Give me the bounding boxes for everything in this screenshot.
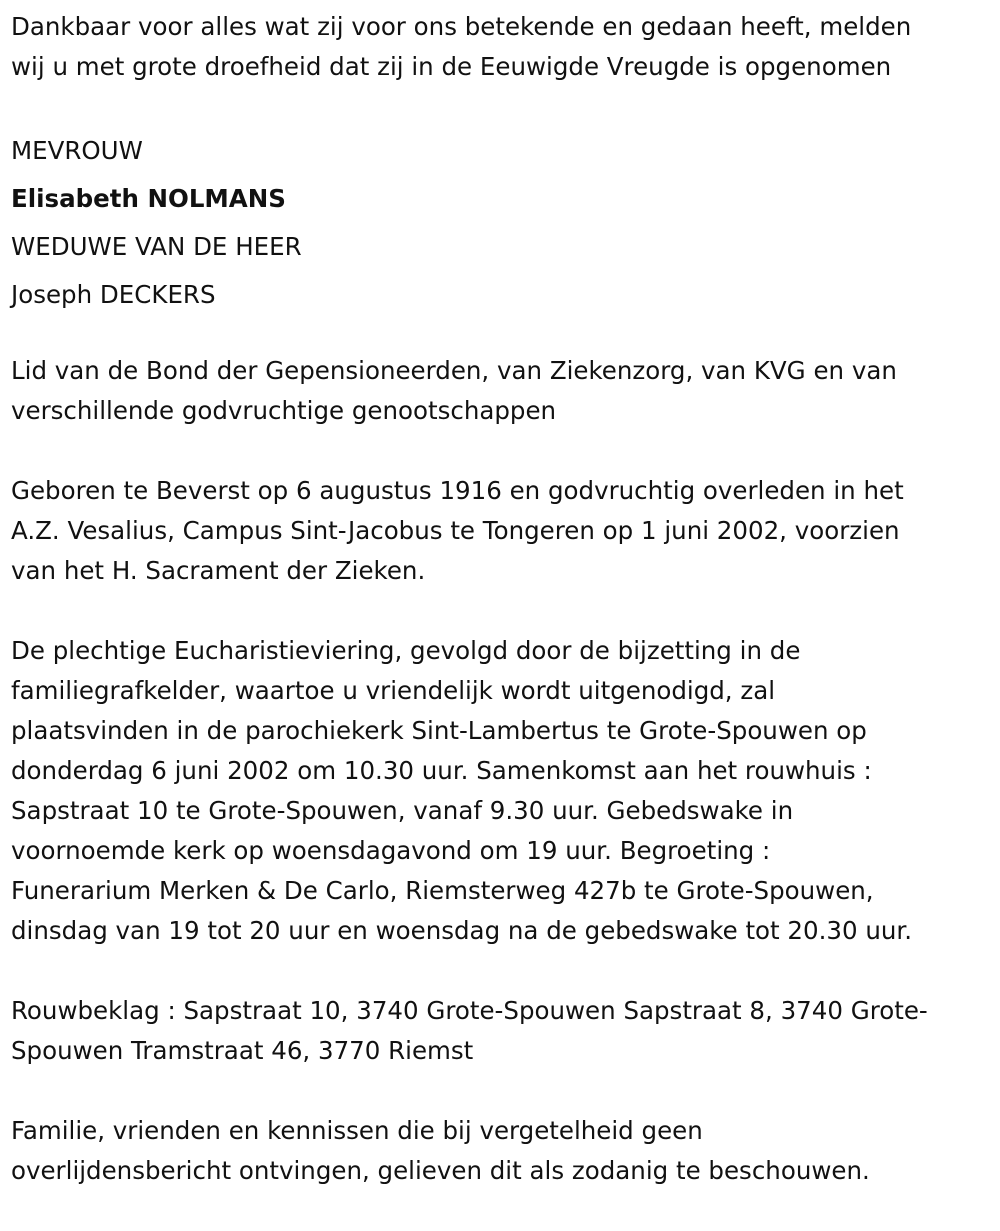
birth-death-paragraph xyxy=(11,471,996,591)
ceremony-paragraph xyxy=(11,631,996,951)
condolence-line: Rouwbeklag : Sapstraat 10, 3740 Grote-Spouwen Sapstraat 8, 3740 Grote- xyxy=(11,996,928,1025)
ceremony-line: familiegrafkelder, waartoe u vriendelijk wordt uitgenodigd, zal xyxy=(11,676,776,705)
ceremony-line: De plechtige Eucharistieviering, gevolgd door de bijzetting in de xyxy=(11,636,801,665)
birth-death-line: A.Z. Vesalius, Campus Sint-Jacobus te Tongeren op 1 juni 2002, voorzien xyxy=(11,516,900,545)
intro-paragraph xyxy=(11,7,996,87)
closing-paragraph xyxy=(11,1111,996,1191)
membership-line: Lid van de Bond der Gepensioneerden, van Ziekenzorg, van KVG en van xyxy=(11,356,897,385)
ceremony-line: donderdag 6 juni 2002 om 10.30 uur. Samenkomst aan het rouwhuis : xyxy=(11,756,872,785)
intro-line: wij u met grote droefheid dat zij in de Eeuwigde Vreugde is opgenomen xyxy=(11,52,892,81)
deceased-title: MEVROUW xyxy=(11,136,143,165)
closing-line: Familie, vrienden en kennissen die bij vergetelheid geen xyxy=(11,1116,703,1145)
condolence-line: Spouwen Tramstraat 46, 3770 Riemst xyxy=(11,1036,474,1065)
membership-line: verschillende godvruchtige genootschappen xyxy=(11,396,557,425)
deceased-block xyxy=(11,127,996,319)
condolence-paragraph xyxy=(11,991,996,1071)
ceremony-line: dinsdag van 19 tot 20 uur en woensdag na de gebedswake tot 20.30 uur. xyxy=(11,916,913,945)
ceremony-line: voornoemde kerk op woensdagavond om 19 uur. Begroeting : xyxy=(11,836,771,865)
deceased-spouse: Joseph DECKERS xyxy=(11,280,216,309)
ceremony-line: Sapstraat 10 te Grote-Spouwen, vanaf 9.30 uur. Gebedswake in xyxy=(11,796,794,825)
deceased-relation: WEDUWE VAN DE HEER xyxy=(11,232,302,261)
deceased-name: Elisabeth NOLMANS xyxy=(11,184,286,213)
death-notice xyxy=(11,7,996,1231)
ceremony-line: plaatsvinden in de parochiekerk Sint-Lambertus te Grote-Spouwen op xyxy=(11,716,867,745)
ceremony-line: Funerarium Merken & De Carlo, Riemsterweg 427b te Grote-Spouwen, xyxy=(11,876,874,905)
birth-death-line: van het H. Sacrament der Zieken. xyxy=(11,556,426,585)
membership-paragraph xyxy=(11,351,996,431)
birth-death-line: Geboren te Beverst op 6 augustus 1916 en godvruchtig overleden in het xyxy=(11,476,904,505)
closing-line: overlijdensbericht ontvingen, gelieven dit als zodanig te beschouwen. xyxy=(11,1156,870,1185)
intro-line: Dankbaar voor alles wat zij voor ons betekende en gedaan heeft, melden xyxy=(11,12,912,41)
